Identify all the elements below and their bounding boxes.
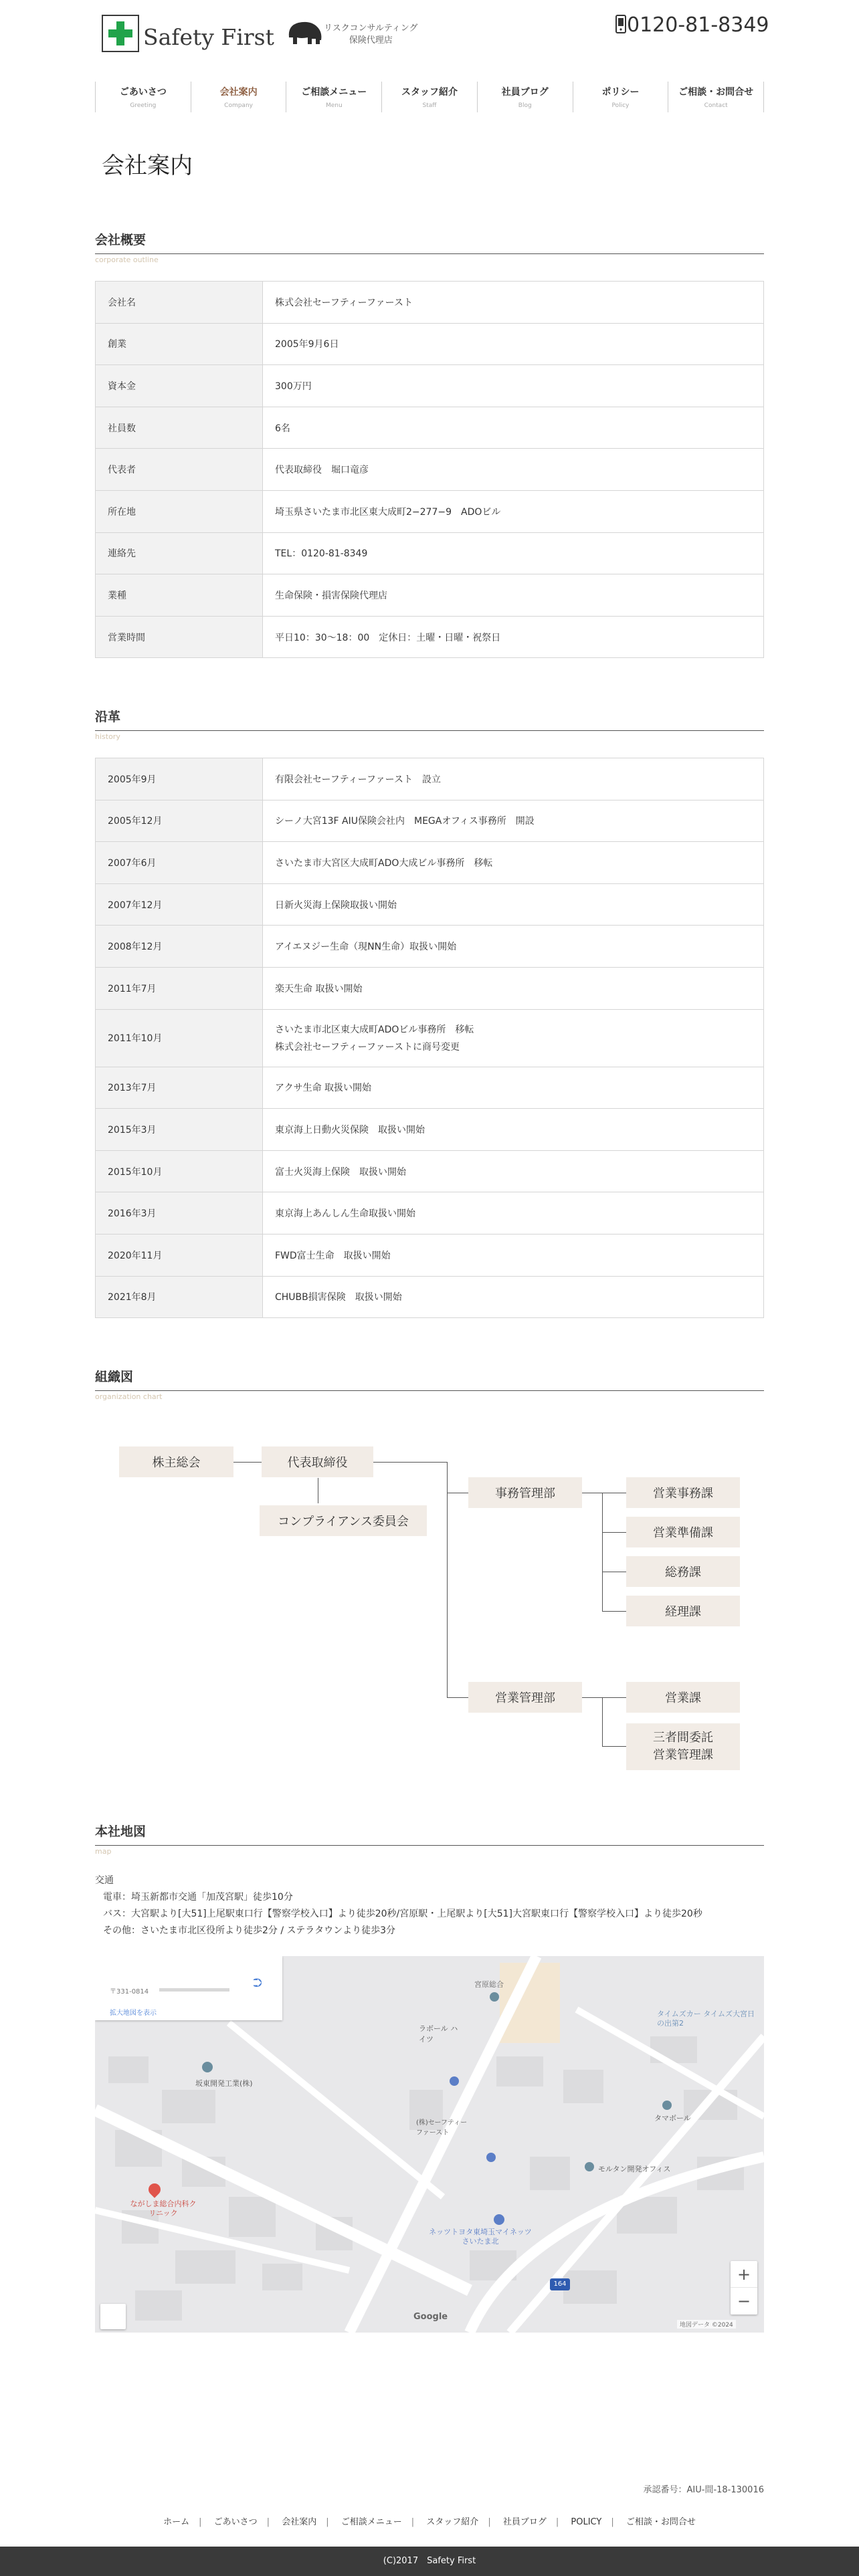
footer-copyright: (C)2017 Safety First (0, 2547, 859, 2576)
row-key: 所在地 (96, 490, 263, 532)
table-row (96, 532, 764, 574)
row-value: FWD富士生命 取扱い開始 (263, 1234, 764, 1276)
table-row (96, 282, 764, 324)
row-value: 日新火災海上保険取扱い開始 (263, 883, 764, 926)
org-sales-dept: 営業管理部 (468, 1682, 582, 1713)
google-logo: Google (413, 2312, 448, 2322)
footer-link-blog[interactable]: 社員ブログ (502, 2517, 547, 2527)
table-row (96, 758, 764, 800)
section-heading-map: 本社地図 (95, 1822, 764, 1846)
row-key: 2021年8月 (96, 1276, 263, 1318)
row-value: アクサ生命 取扱い開始 (263, 1067, 764, 1109)
nav-blog[interactable]: 社員ブログ Blog (477, 82, 573, 112)
outline-table (95, 281, 764, 658)
section-subheading-history: history (95, 732, 120, 741)
org-connector (602, 1532, 626, 1533)
nav-company[interactable]: 会社案内 Company (191, 82, 286, 112)
nav-policy[interactable]: ポリシー Policy (573, 82, 668, 112)
row-value: 平日10：30〜18：00 定休日：土曜・日曜・祝祭日 (263, 616, 764, 658)
map-layer-toggle[interactable] (100, 2304, 126, 2329)
footer-link-staff[interactable]: スタッフ紹介 (426, 2517, 479, 2527)
row-value: 埼玉県さいたま市北区東大成町2−277−9 ADOビル (263, 490, 764, 532)
table-row (96, 1192, 764, 1235)
map-pin-icon (494, 2214, 504, 2225)
org-shareholders: 株主総会 (119, 1446, 233, 1477)
org-sales: 営業課 (626, 1682, 740, 1713)
footer-link-greeting[interactable]: ごあいさつ (213, 2517, 258, 2527)
row-key: 2013年7月 (96, 1067, 263, 1109)
org-third-party: 三者間委託 営業管理課 (626, 1723, 740, 1770)
map-info-card (95, 1956, 282, 2020)
section-subheading-outline: corporate outline (95, 255, 159, 264)
history-table (95, 758, 764, 1318)
row-key: 代表者 (96, 449, 263, 491)
footer-link-menu[interactable]: ご相談メニュー (341, 2517, 402, 2527)
row-key: 2005年12月 (96, 800, 263, 842)
row-key: 2007年6月 (96, 842, 263, 884)
table-row (96, 449, 764, 491)
footer-link-home[interactable]: ホーム (163, 2517, 190, 2527)
map-label-nagashima: ながしま総合内科クリニック (130, 2199, 197, 2218)
row-key: 2011年7月 (96, 967, 263, 1009)
row-value: 生命保険・損害保険代理店 (263, 574, 764, 617)
map-label-miyahara: 宮原総合 (474, 1980, 504, 1989)
table-row (96, 883, 764, 926)
header-phone[interactable] (615, 13, 769, 37)
row-value: CHUBB損害保険 取扱い開始 (263, 1276, 764, 1318)
row-key: 2007年12月 (96, 883, 263, 926)
org-sales-affairs: 営業事務課 (626, 1477, 740, 1508)
table-row (96, 1276, 764, 1318)
table-row (96, 1009, 764, 1067)
table-row (96, 926, 764, 968)
table-row (96, 365, 764, 407)
table-row (96, 967, 764, 1009)
phone-number: 0120-81-8349 (627, 13, 769, 37)
table-row (96, 407, 764, 449)
table-row (96, 842, 764, 884)
map-card-address-placeholder (159, 1988, 229, 1992)
nav-staff[interactable]: スタッフ紹介 Staff (381, 82, 477, 112)
footer-nav: ホーム | ごあいさつ | 会社案内 | ご相談メニュー | スタッフ紹介 | 社員ブログ | POLICY | ご相談・お問合せ (163, 2517, 696, 2527)
row-value: 有限会社セーフティーファースト 設立 (263, 758, 764, 800)
row-value: シーノ大宮13F AIU保険会社内 MEGAオフィス事務所 開設 (263, 800, 764, 842)
map-label-morutan: モルタン開発オフィス (598, 2165, 671, 2173)
global-nav (95, 82, 764, 112)
section-heading-org: 組織図 (95, 1367, 764, 1391)
org-connector (602, 1697, 626, 1698)
table-row (96, 1150, 764, 1192)
map-pin-icon (585, 2162, 594, 2171)
section-subheading-map: map (95, 1847, 112, 1856)
approval-number: 承認番号：AIU-間-18-130016 (643, 2485, 764, 2495)
nav-greeting[interactable]: ごあいさつ Greeting (95, 82, 191, 112)
table-row (96, 1109, 764, 1151)
org-connector (447, 1697, 468, 1698)
map-pin-icon (486, 2153, 496, 2162)
row-key: 2008年12月 (96, 926, 263, 968)
map-label-sakai: 坂東開発工業(株) (195, 2079, 253, 2088)
row-key: 業種 (96, 574, 263, 617)
org-sales-prep: 営業準備課 (626, 1517, 740, 1547)
org-connector (373, 1462, 447, 1463)
table-row (96, 1067, 764, 1109)
org-connector (233, 1462, 262, 1463)
row-key: 連絡先 (96, 532, 263, 574)
row-key: 2016年3月 (96, 1192, 263, 1235)
page-title: 会社案内 (102, 152, 193, 179)
map-label-park: ラボール ハイツ (419, 2024, 458, 2044)
map-zoom-control (731, 2261, 757, 2315)
row-key: 2005年9月 (96, 758, 263, 800)
map-larger-link[interactable]: 拡大地図を表示 (110, 2010, 157, 2017)
org-compliance: コンプライアンス委員会 (260, 1505, 427, 1536)
logo-text[interactable]: Safety First (143, 24, 274, 50)
org-connector (602, 1611, 626, 1612)
map-pin-icon (450, 2076, 459, 2086)
map-route-badge: 164 (550, 2278, 570, 2290)
row-value: さいたま市北区東大成町ADOビル事務所 移転 株式会社セーフティーファーストに商号変更 (263, 1009, 764, 1067)
map-copyright: 地図データ ©2024 (677, 2320, 736, 2329)
row-value: 300万円 (263, 365, 764, 407)
footer-link-company[interactable]: 会社案内 (282, 2517, 317, 2527)
row-key: 営業時間 (96, 616, 263, 658)
mobile-phone-icon (615, 15, 627, 33)
row-key: 2015年3月 (96, 1109, 263, 1151)
row-value: 富士火災海上保険 取扱い開始 (263, 1150, 764, 1192)
org-general-affairs: 総務課 (626, 1556, 740, 1587)
section-heading-history: 沿革 (95, 707, 764, 731)
map-label-times: タイムズカー タイムズ大宮日の出第2 (657, 2010, 755, 2028)
org-connector (447, 1462, 448, 1697)
row-value: 6名 (263, 407, 764, 449)
row-key: 2020年11月 (96, 1234, 263, 1276)
row-key: 会社名 (96, 282, 263, 324)
row-value: 代表取締役 堀口竜彦 (263, 449, 764, 491)
directions-icon[interactable]: ⮊ (253, 1976, 262, 1990)
embedded-map[interactable] (95, 1956, 764, 2333)
row-value: 株式会社セーフティーファースト (263, 282, 764, 324)
transport-info: 交通 電車：埼玉新都市交通「加茂宮駅」徒歩10分 バス：大宮駅より[大51]上尾駅東口行【警察学校入口】より徒歩20秒/宮原駅・上尾駅より[大51]大宮駅東口行【警察学校入口】より徒歩20秒 その他：さいたま市北区役所より徒歩2分 / ステラタウンより徒歩3分 (95, 1875, 702, 1936)
table-row (96, 800, 764, 842)
row-value: アイエヌジー生命（現NN生命）取扱い開始 (263, 926, 764, 968)
footer-link-contact[interactable]: ご相談・お問合せ (626, 2517, 696, 2527)
footer-link-policy[interactable]: POLICY (571, 2517, 602, 2527)
map-pin-icon (202, 2062, 213, 2072)
row-value: 東京海上あんしん生命取扱い開始 (263, 1192, 764, 1235)
row-key: 2015年10月 (96, 1150, 263, 1192)
org-accounting: 経理課 (626, 1596, 740, 1626)
org-connector (602, 1746, 626, 1747)
map-label-ado: (株)セーフティーファースト (416, 2119, 468, 2137)
org-ceo: 代表取締役 (262, 1446, 373, 1477)
map-label-tamaball: タマボール (654, 2114, 691, 2123)
row-key: 2011年10月 (96, 1009, 263, 1067)
map-label-nestoyota: ネッツトヨタ東埼玉マイネッツさいたま北 (429, 2228, 532, 2246)
table-row (96, 323, 764, 365)
map-pin-icon (662, 2101, 672, 2110)
section-subheading-org: organization chart (95, 1392, 163, 1401)
zoom-out-button[interactable]: − (737, 2292, 751, 2311)
row-value: 楽天生命 取扱い開始 (263, 967, 764, 1009)
elephant-icon (284, 17, 322, 47)
row-key: 資本金 (96, 365, 263, 407)
table-row (96, 616, 764, 658)
row-key: 創業 (96, 323, 263, 365)
map-card-zip: 〒331-0814 (110, 1988, 149, 1996)
org-connector (602, 1697, 603, 1747)
table-row (96, 1234, 764, 1276)
map-pin-icon (490, 1992, 499, 2002)
nav-menu[interactable]: ご相談メニュー Menu (286, 82, 381, 112)
table-row (96, 574, 764, 617)
row-key: 社員数 (96, 407, 263, 449)
org-connector (602, 1493, 603, 1612)
row-value: 東京海上日動火災保険 取扱い開始 (263, 1109, 764, 1151)
logo-subtitle: リスクコンサルティング 保険代理店 (324, 23, 418, 45)
zoom-in-button[interactable]: + (731, 2261, 757, 2288)
org-admin-dept: 事務管理部 (468, 1477, 582, 1508)
row-value: 2005年9月6日 (263, 323, 764, 365)
section-heading-outline: 会社概要 (95, 230, 764, 254)
logo-cross-icon[interactable] (102, 15, 139, 52)
nav-contact[interactable]: ご相談・お問合せ Contact (668, 82, 764, 112)
row-value: さいたま市大宮区大成町ADO大成ビル事務所 移転 (263, 842, 764, 884)
org-connector (582, 1697, 602, 1698)
table-row (96, 490, 764, 532)
row-value: TEL：0120-81-8349 (263, 532, 764, 574)
